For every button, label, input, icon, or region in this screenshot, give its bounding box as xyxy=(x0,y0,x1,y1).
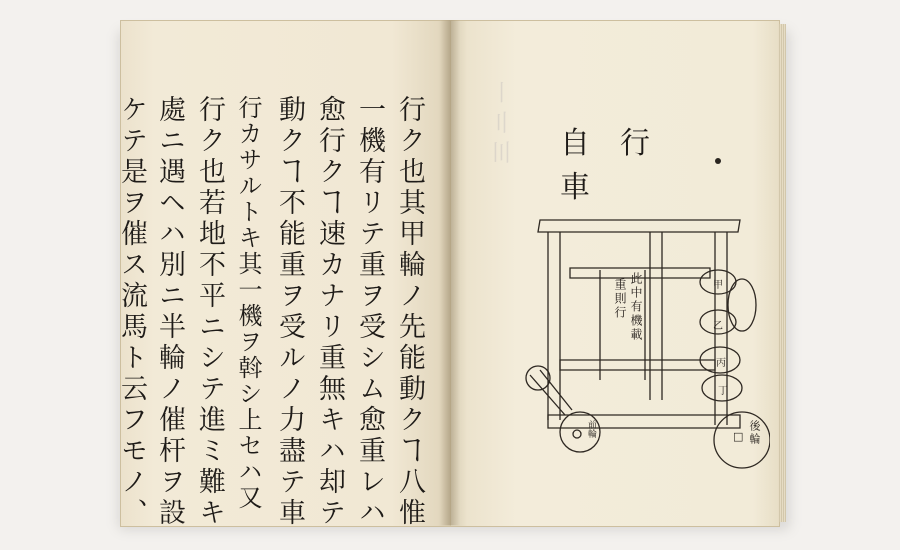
diagonal-brace xyxy=(530,370,572,415)
diagram-note-1: 此中有機載 xyxy=(629,272,643,342)
wheel-right-outer xyxy=(728,279,756,331)
wheel-label-c: 丙 xyxy=(716,358,726,369)
front-wheel-label: 前輪 xyxy=(586,420,596,438)
text-column-1: 行ク也其甲輪ノ先能動クヿ八惟 xyxy=(394,95,425,529)
front-wheel-hub xyxy=(573,430,581,438)
text-column-5: 行カサルトキ其一機ヲ斡シ上セハ又 xyxy=(234,95,262,511)
rear-axle-mark: □ xyxy=(733,430,744,443)
upright-mid xyxy=(650,232,662,400)
page-title: 自行車 xyxy=(560,126,680,205)
wheel-label-b: 乙 xyxy=(713,321,723,332)
book-gutter xyxy=(440,20,460,525)
diagram-note-2: 重則行 xyxy=(613,278,627,320)
text-column-6: 行ク也若地不平ニシテ進ミ難キ xyxy=(194,95,225,529)
text-column-7: 處ニ遇ヘハ別ニ半輪ノ催杆ヲ設 xyxy=(154,95,185,529)
wheel-label-d: 丁 xyxy=(718,386,728,397)
page-edges xyxy=(778,24,786,522)
wheel-label-a: 甲 xyxy=(713,280,723,291)
rear-wheel-label: 後輪 xyxy=(748,420,761,446)
text-column-2: 一機有リテ重ヲ受シム愈重レハ xyxy=(354,95,385,529)
text-column-8: ケテ是ヲ催ス流馬ト云フモノ、 xyxy=(116,95,147,529)
title-mark xyxy=(715,158,721,164)
text-column-3: 愈行クヿ速カナリ重無キハ却テ xyxy=(314,95,345,529)
bleed-through-decoration: 〡〢〣 xyxy=(485,80,513,170)
rail-lower xyxy=(548,415,740,428)
text-column-4: 動クヿ不能重ヲ受ルノ力盡テ車 xyxy=(274,95,305,529)
frame-top xyxy=(538,220,740,232)
